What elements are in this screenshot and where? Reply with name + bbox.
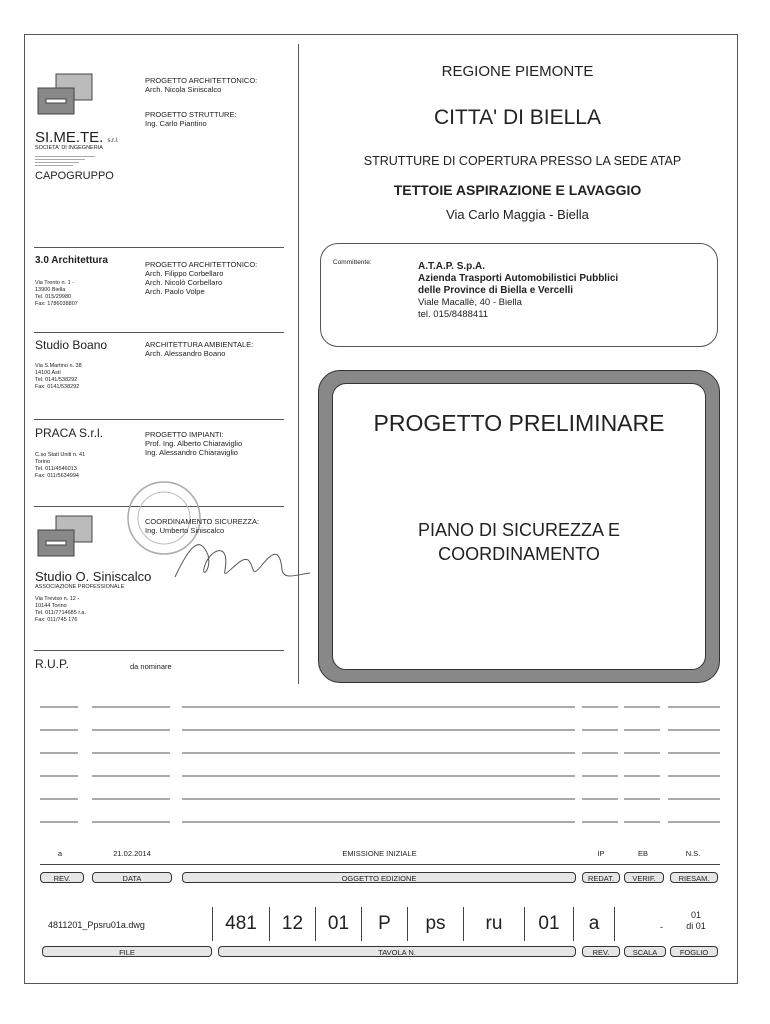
sinis-label: COORDINAMENTO SICUREZZA:	[145, 517, 260, 526]
simete-firm: SI.ME.TE. s.r.l.	[35, 129, 119, 146]
arch30-firm: 3.0 Architettura	[35, 255, 108, 266]
project-title: STRUTTURE DI COPERTURA PRESSO LA SEDE ATAP	[363, 154, 682, 168]
label-verif: VERIF.	[624, 872, 664, 883]
rev-code: a	[588, 913, 600, 934]
label-scala: SCALA	[624, 946, 666, 957]
arch30-label: PROGETTO ARCHITETTONICO:	[145, 260, 258, 269]
rev-value: a	[57, 849, 63, 858]
code-part: P	[378, 913, 391, 934]
client-label: Committente:	[333, 259, 372, 266]
separator	[34, 332, 284, 333]
client-info: A.T.A.P. S.p.A. Azienda Trasporti Automobilistici Pubblici delle Province di Biella e Vercelli Viale Macallè, 40 - Biella tel. 015/8488411	[418, 261, 619, 320]
sinis-firm: Studio O. Siniscalco	[35, 569, 152, 584]
code-part: ru	[485, 913, 503, 934]
simete-logo	[36, 72, 94, 116]
boano-name: Arch. Alessandro Boano	[145, 349, 226, 358]
rev-verif: EB	[637, 849, 648, 858]
sinis-address: Via Treviso n. 12 - 10144 Torino Tel. 011/7714685 r.a. Fax: 011/745 176	[35, 596, 86, 623]
praca-names: Prof. Ing. Alberto Chiaraviglio Ing. Alessandro Chiaraviglio	[145, 439, 243, 457]
label-tavola: TAVOLA N.	[218, 946, 576, 957]
code-part: 12	[281, 913, 304, 934]
simete-ps-label: PROGETTO STRUTTURE:	[145, 110, 237, 119]
sinis-subtitle: ASSOCIAZIONE PROFESSIONALE	[35, 584, 125, 590]
simete-pa-label: PROGETTO ARCHITETTONICO:	[145, 76, 258, 85]
label-rev: REV.	[40, 872, 84, 883]
simete-ps-name: Ing. Carlo Piantino	[145, 119, 207, 128]
arch30-address: Via Trento n. 1 - 13900 Biella Tel. 015/29980 Fax: 1786038807	[35, 280, 78, 307]
sinis-name: Ing. Umberto Siniscalco	[145, 526, 225, 535]
label-file: FILE	[42, 946, 212, 957]
document-title: PIANO DI SICUREZZA E COORDINAMENTO	[417, 520, 621, 564]
arch30-names: Arch. Filippo Corbellaro Arch. Nicolò Corbellaro Arch. Paolo Volpe	[145, 269, 224, 296]
simete-role: CAPOGRUPPO	[35, 170, 114, 182]
boano-firm: Studio Boano	[35, 338, 108, 352]
praca-address: C.so Stati Uniti n. 41 Torino Tel. 011/4546013 Fax: 011/5634994	[35, 452, 86, 479]
separator	[34, 247, 284, 248]
label-date: DATA	[92, 872, 172, 883]
rup-label: R.U.P.	[35, 657, 69, 671]
rev-riesam: N.S.	[685, 849, 701, 858]
code-part: 01	[538, 913, 560, 934]
subject-title: TETTOIE ASPIRAZIONE E LAVAGGIO	[393, 182, 642, 198]
code-part: 481	[225, 913, 257, 934]
phase-title: PROGETTO PRELIMINARE	[373, 410, 665, 436]
separator	[34, 419, 284, 420]
rev-subject: EMISSIONE INIZIALE	[342, 849, 417, 858]
code-part: 01	[327, 913, 350, 934]
boano-label: ARCHITETTURA AMBIENTALE:	[145, 340, 254, 349]
label-redat: REDAT.	[582, 872, 620, 883]
code-part: ps	[425, 913, 446, 934]
separator	[34, 650, 284, 651]
siniscalco-logo	[36, 514, 94, 558]
simete-pa-name: Arch. Nicola Siniscalco	[145, 85, 222, 94]
rev-redat: IP	[597, 849, 605, 858]
label-foglio: FOGLIO	[670, 946, 718, 957]
revision-grid	[40, 705, 720, 840]
praca-label: PROGETTO IMPIANTI:	[145, 430, 224, 439]
praca-firm: PRACA S.r.l.	[35, 426, 104, 440]
sheet-value: 01 di 01	[686, 910, 706, 931]
rup-value: da nominare	[130, 662, 172, 671]
rev-date: 21.02.2014	[113, 849, 151, 858]
simete-subtitle: SOCIETA' DI INGEGNERIA	[35, 145, 103, 151]
scale-value: -	[660, 922, 663, 932]
separator	[40, 864, 720, 865]
label-subject: OGGETTO EDIZIONE	[182, 872, 576, 883]
city-title: CITTA' DI BIELLA	[434, 106, 601, 129]
column-divider	[298, 44, 299, 684]
label-rev-tb: REV.	[582, 946, 620, 957]
boano-address: Via S.Martino n. 38 14100 Asti Tel. 0141/538292 Fax: 0141/538292	[35, 363, 82, 390]
file-name: 4811201_Ppsru01a.dwg	[48, 920, 145, 930]
signature-icon	[170, 525, 315, 585]
location: Via Carlo Maggia - Biella	[446, 207, 589, 222]
simete-address-fine	[35, 154, 95, 168]
tavola-code	[212, 906, 622, 942]
label-riesam: RIESAM.	[670, 872, 718, 883]
region-title: REGIONE PIEMONTE	[441, 63, 594, 80]
